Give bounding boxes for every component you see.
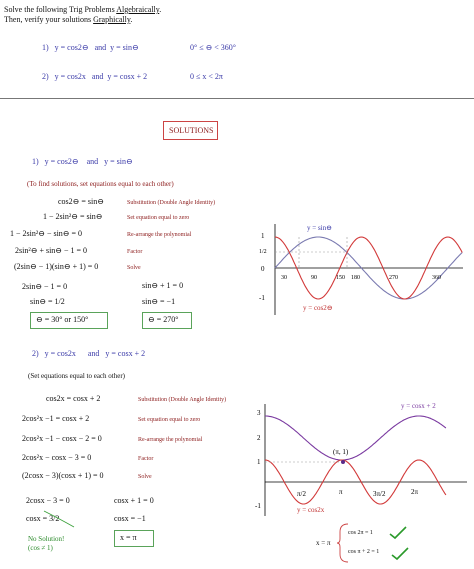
graph-1-x-tick: 30 [281, 275, 287, 281]
part1-step-eq: (2sin⊖ − 1)(sin⊖ + 1) = 0 [14, 262, 99, 271]
part1-step-eq: cos2⊖ = sin⊖ [58, 197, 104, 206]
part2-step-eq: (2cosx − 3)(cosx + 1) = 0 [22, 471, 104, 480]
part2-step-eq: cos2x = cosx + 2 [46, 394, 101, 403]
graph-1-y-tick: 1 [261, 232, 265, 240]
part2-heading: 2) y = cos2x and y = cosx + 2 [32, 349, 146, 358]
part2-case-b-line: cosx + 1 = 0 [114, 496, 154, 505]
strike-mark [44, 511, 74, 527]
part1-step-note: Factor [127, 249, 143, 255]
verify-x: x = π [316, 539, 331, 547]
part2-case-a-line: cosx = 3/2 [26, 514, 60, 523]
part1-case-a-answer: ⊖ = 30° or 150° [36, 315, 89, 324]
graph-1-sin-label: y = sin⊖ [307, 224, 332, 232]
graph-2-bottom-label: y = cos2x [297, 506, 325, 514]
part1-step-eq: 2sin²⊖ + sin⊖ − 1 = 0 [15, 246, 88, 255]
part2-case-b-line: cosx = −1 [114, 514, 146, 523]
solutions-title: SOLUTIONS [169, 126, 214, 135]
part1-case-a-line: sin⊖ = 1/2 [30, 297, 65, 306]
graph-1-x-tick: 180 [351, 275, 360, 281]
strike-icon [40, 508, 80, 530]
part2-step-note: Substitution (Double Angle Identity) [138, 397, 227, 403]
graph-1-x-tick: 150 [336, 275, 345, 281]
part2-no-solution: No Solution! [28, 535, 65, 543]
graph-1-x-tick: 360 [432, 275, 441, 281]
graph-1-y-tick: 0 [261, 265, 265, 273]
instructions-line-1: Solve the following Trig Problems Algebraically. [4, 5, 162, 14]
graph-2-x-tick: 3π/2 [373, 490, 386, 498]
graph-2-x-tick: 2π [411, 488, 419, 496]
graph-2-top-label: y = cosx + 2 [401, 402, 436, 410]
divider [0, 98, 474, 99]
part1-step-eq: 1 − 2sin²⊖ = sin⊖ [43, 212, 103, 221]
part1-case-b-line: sin⊖ + 1 = 0 [142, 281, 184, 290]
part1-step-note: Substitution (Double Angle Identity) [127, 200, 216, 206]
graph-1-y-tick: 1/2 [259, 249, 267, 255]
graph-2-y-tick: -1 [255, 502, 261, 510]
checkmark-icon [388, 524, 410, 564]
checkmark-2 [392, 548, 408, 559]
graph-1 [255, 222, 465, 317]
graph-2-x-tick: π [339, 488, 343, 496]
graph-1-x-tick: 90 [311, 275, 317, 281]
verify-line-2: cos π + 2 = 1 [348, 549, 380, 555]
brace-icon [336, 522, 350, 564]
part2-instruction: (Set equations equal to each other) [28, 372, 125, 380]
graph-2-x-tick: π/2 [297, 490, 306, 498]
problem-2: 2) y = cos2x and y = cosx + 2 [42, 72, 148, 81]
part1-step-eq: 1 − 2sin²⊖ − sin⊖ = 0 [10, 229, 83, 238]
problem-1: 1) y = cos2⊖ and y = sin⊖ [42, 43, 139, 52]
part1-case-a-line: 2sin⊖ − 1 = 0 [22, 282, 68, 291]
problem-2-domain: 0 ≤ x < 2π [190, 72, 223, 81]
part2-step-note: Set equation equal to zero [138, 417, 201, 423]
graph-1-x-tick: 270 [389, 275, 398, 281]
part1-instruction: (To find solutions, set equations equal to each other) [27, 180, 174, 188]
graph-1-y-tick: -1 [259, 294, 265, 302]
part2-case-a-line: 2cosx − 3 = 0 [26, 496, 70, 505]
checkmark-1 [390, 527, 406, 538]
graph-2 [255, 398, 470, 520]
part1-step-note: Re-arrange the polynomial [127, 232, 192, 238]
problem-1-domain: 0° ≤ ⊖ < 360° [190, 43, 237, 52]
part1-case-b-line: sin⊖ = −1 [142, 297, 176, 306]
part2-step-note: Solve [138, 474, 152, 480]
part2-step-note: Re-arrange the polynomial [138, 437, 203, 443]
graph-2-y-tick: 1 [257, 458, 261, 466]
part2-case-b-answer: x = π [120, 533, 137, 542]
graph-1-cos-label: y = cos2⊖ [303, 304, 333, 312]
part2-no-solution-reason: (cos ≠ 1) [28, 544, 53, 552]
part1-case-b-answer: ⊖ = 270° [148, 315, 179, 324]
part1-step-note: Set equation equal to zero [127, 215, 190, 221]
instructions-line-2: Then, verify your solutions Graphically. [4, 15, 133, 24]
part2-step-eq: 2cos²x −1 = cosx + 2 [22, 414, 90, 423]
graph-2-intersection-point [341, 460, 345, 464]
graph-2-point-label: (π, 1) [333, 448, 349, 456]
graph-2-y-tick: 2 [257, 434, 261, 442]
part2-step-note: Factor [138, 456, 154, 462]
part2-step-eq: 2cos²x −1 − cosx − 2 = 0 [22, 434, 102, 443]
brace-path [337, 524, 348, 562]
graph-2-y-tick: 3 [257, 409, 261, 417]
verify-line-1: cos 2π = 1 [348, 530, 373, 536]
part1-heading: 1) y = cos2⊖ and y = sin⊖ [32, 157, 133, 166]
graph-2-cosx-plus-2-curve [265, 416, 446, 460]
part2-step-eq: 2cos²x − cosx − 3 = 0 [22, 453, 92, 462]
part1-step-note: Solve [127, 265, 141, 271]
